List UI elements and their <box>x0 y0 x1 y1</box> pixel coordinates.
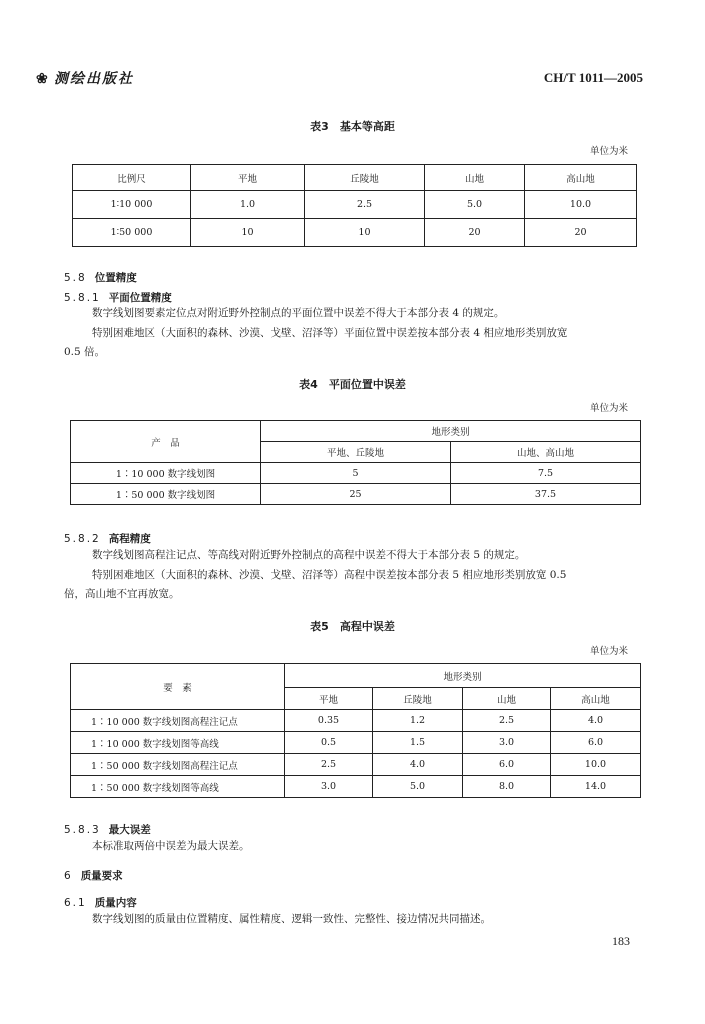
table-row <box>71 732 641 754</box>
section-5-8-heading <box>64 270 137 285</box>
table3-header-cell: 山地 <box>425 165 525 191</box>
paragraph: 数字线划图高程注记点、等高线对附近野外控制点的高程中误差不得大于本部分表 5 的规定。 <box>92 549 526 561</box>
table5-header-cell: 山地 <box>463 688 551 710</box>
section-number: 6 <box>64 870 73 882</box>
table4-header-cell: 产 品 <box>71 421 261 463</box>
page-number: 183 <box>612 934 630 948</box>
table-cell: 25 <box>261 484 451 505</box>
table4-header-row <box>71 421 641 442</box>
table-row <box>71 463 641 484</box>
table3-header-cell: 高山地 <box>525 165 637 191</box>
table5 <box>70 663 641 798</box>
table4-group-header: 地形类别 <box>261 421 641 442</box>
table-cell: 1∶10 000 <box>73 191 191 219</box>
section-number: 5.8.2 <box>64 533 101 545</box>
section-5-8-1-heading <box>64 290 172 305</box>
table-cell: 2.5 <box>285 754 373 776</box>
section-6-1-heading <box>64 895 137 910</box>
section-title: 质量内容 <box>94 897 137 909</box>
table-cell: 10 <box>305 219 425 247</box>
section-title: 最大误差 <box>108 824 151 836</box>
section-title: 高程精度 <box>108 533 151 545</box>
table3-header-cell: 丘陵地 <box>305 165 425 191</box>
table-row <box>71 776 641 798</box>
table5-header-cell: 丘陵地 <box>373 688 463 710</box>
table-cell: 6.0 <box>551 732 641 754</box>
table3-header-cell: 比例尺 <box>73 165 191 191</box>
publisher-logo <box>36 68 134 88</box>
table-row <box>73 191 637 219</box>
table5-group-header: 地形类别 <box>285 664 641 688</box>
section-title: 质量要求 <box>80 870 123 882</box>
table-cell: 3.0 <box>285 776 373 798</box>
table-cell: 5.0 <box>373 776 463 798</box>
table-cell: 3.0 <box>463 732 551 754</box>
table-cell: 14.0 <box>551 776 641 798</box>
table-cell: 1∶10 000 数字线划图高程注记点 <box>71 710 285 732</box>
section-title: 位置精度 <box>94 272 137 284</box>
table-cell: 1∶10 000 数字线划图等高线 <box>71 732 285 754</box>
table-cell: 1∶10 000 数字线划图 <box>71 463 261 484</box>
table5-header-cell: 要 素 <box>71 664 285 710</box>
table3-caption: 表3 基本等高距 <box>310 120 395 133</box>
standard-code: CH/T 1011—2005 <box>543 70 643 85</box>
table-cell: 7.5 <box>451 463 641 484</box>
table-cell: 1∶50 000 数字线划图等高线 <box>71 776 285 798</box>
table-cell: 1.5 <box>373 732 463 754</box>
table4-caption: 表4 平面位置中误差 <box>299 378 406 391</box>
table-cell: 1∶50 000 <box>73 219 191 247</box>
section-title: 平面位置精度 <box>108 292 172 304</box>
table-cell: 5 <box>261 463 451 484</box>
table4-header-cell: 平地、丘陵地 <box>261 442 451 463</box>
section-number: 5.8.3 <box>64 824 101 836</box>
table5-header-cell: 平地 <box>285 688 373 710</box>
section-number: 6.1 <box>64 897 87 909</box>
table-cell: 8.0 <box>463 776 551 798</box>
paragraph: 特别困难地区（大面积的森林、沙漠、戈壁、沼泽等）平面位置中误差按本部分表 4 相应地形类别放宽 <box>92 327 568 339</box>
table-cell: 6.0 <box>463 754 551 776</box>
publisher-mark-icon: ❀ <box>36 71 50 87</box>
table-cell: 0.35 <box>285 710 373 732</box>
table-row <box>73 219 637 247</box>
table-cell: 10 <box>191 219 305 247</box>
table5-header-row <box>71 664 641 688</box>
publisher-name: 测绘出版社 <box>54 71 134 87</box>
paragraph: 数字线划图要素定位点对附近野外控制点的平面位置中误差不得大于本部分表 4 的规定。 <box>92 307 505 319</box>
table-cell: 1.0 <box>191 191 305 219</box>
section-number: 5.8 <box>64 272 87 284</box>
section-6-heading <box>64 868 123 883</box>
table5-caption: 表5 高程中误差 <box>310 620 395 633</box>
table-cell: 20 <box>525 219 637 247</box>
paragraph: 0.5 倍。 <box>64 346 106 358</box>
table-cell: 4.0 <box>373 754 463 776</box>
table-row <box>71 754 641 776</box>
table-cell: 5.0 <box>425 191 525 219</box>
table-cell: 10.0 <box>551 754 641 776</box>
table-cell: 0.5 <box>285 732 373 754</box>
table4-unit: 单位为米 <box>590 403 629 414</box>
table3 <box>72 164 637 247</box>
paragraph: 本标准取两倍中误差为最大误差。 <box>92 840 250 852</box>
table-row <box>71 484 641 505</box>
table-row <box>71 710 641 732</box>
table-cell: 10.0 <box>525 191 637 219</box>
section-number: 5.8.1 <box>64 292 101 304</box>
table-cell: 1∶50 000 数字线划图高程注记点 <box>71 754 285 776</box>
table-cell: 1∶50 000 数字线划图 <box>71 484 261 505</box>
table3-header-row <box>73 165 637 191</box>
table5-header-cell: 高山地 <box>551 688 641 710</box>
table-cell: 37.5 <box>451 484 641 505</box>
table4 <box>70 420 641 505</box>
table3-unit: 单位为米 <box>590 146 629 157</box>
table4-header-cell: 山地、高山地 <box>451 442 641 463</box>
table-cell: 4.0 <box>551 710 641 732</box>
paragraph: 特别困难地区（大面积的森林、沙漠、戈壁、沼泽等）高程中误差按本部分表 5 相应地形类别放宽 0.5 <box>92 569 567 581</box>
section-5-8-3-heading <box>64 822 151 837</box>
paragraph: 倍，高山地不宜再放宽。 <box>64 588 180 600</box>
table5-unit: 单位为米 <box>590 646 629 657</box>
paragraph: 数字线划图的质量由位置精度、属性精度、逻辑一致性、完整性、接边情况共同描述。 <box>92 913 491 925</box>
table-cell: 2.5 <box>463 710 551 732</box>
table3-header-cell: 平地 <box>191 165 305 191</box>
table-cell: 20 <box>425 219 525 247</box>
table-cell: 1.2 <box>373 710 463 732</box>
table-cell: 2.5 <box>305 191 425 219</box>
section-5-8-2-heading <box>64 531 151 546</box>
